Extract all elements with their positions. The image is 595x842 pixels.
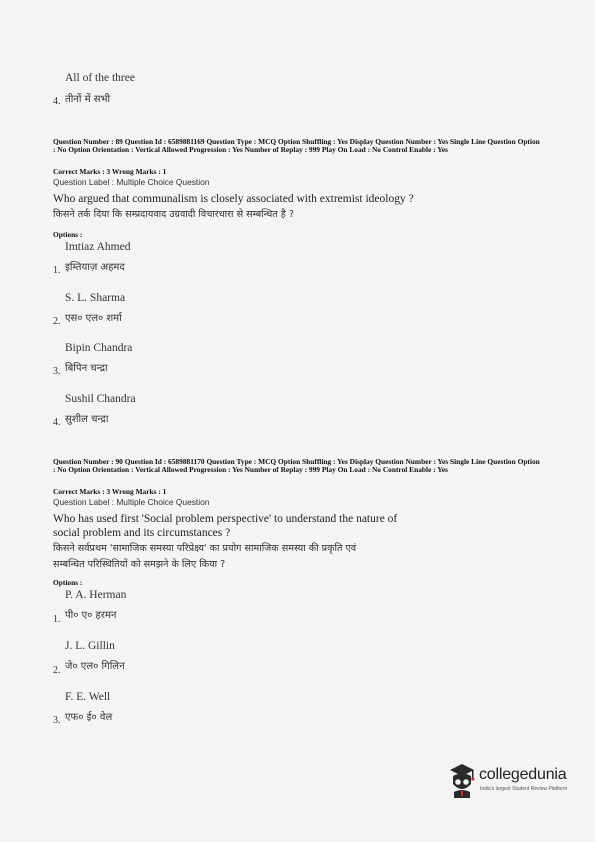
- q90-option-3-english: F. E. Well: [65, 691, 111, 703]
- q90-marks: Correct Marks : 3 Wrong Marks : 1: [53, 487, 167, 496]
- q89-option-1-english: Imtiaz Ahmed: [65, 241, 131, 253]
- q89-options-label: Options :: [53, 230, 83, 239]
- q89-option-2-number: 2.: [53, 316, 61, 327]
- q89-meta: Question Number : 89 Question Id : 6589881169 Question Type : MCQ Option Shuffling : Yes Display Question Number : Yes Single Line Question Option : No Option Orientation : Vertical Allowed Progression : Yes Number of Replay : 999 Play On Load : No Control Enable : Yes: [53, 137, 540, 155]
- q89-label: Question Label : Multiple Choice Question: [53, 177, 210, 187]
- q89-option-3-english: Bipin Chandra: [65, 342, 133, 354]
- q89-marks: Correct Marks : 3 Wrong Marks : 1: [53, 167, 167, 176]
- collegedunia-mascot-icon: [446, 762, 478, 800]
- q90-option-1-english: P. A. Herman: [65, 589, 127, 601]
- q89-option-3-number: 3.: [53, 366, 61, 377]
- q90-meta: Question Number : 90 Question Id : 6589881170 Question Type : MCQ Option Shuffling : Yes Display Question Number : Yes Single Line Question Option : No Option Orientation : Vertical Allowed Progression : Yes Number of Replay : 999 Play On Load : No Control Enable : Yes: [53, 457, 540, 475]
- q90-question-text-line-1: Who has used first 'Social problem perspective' to understand the nature of: [53, 513, 398, 525]
- q90-option-3-number: 3.: [53, 715, 61, 726]
- prev-option-4-english: All of the three: [65, 72, 135, 84]
- collegedunia-logo-tagline: India's largest Student Review Platform: [480, 786, 568, 792]
- collegedunia-logo: [446, 762, 586, 802]
- q90-option-1-hindi: पी० ए० हरमन: [65, 610, 117, 621]
- q90-option-2-english: J. L. Gillin: [65, 640, 115, 652]
- q89-option-2-hindi: एस० एल० शर्मा: [65, 313, 122, 324]
- q89-option-4-english: Sushil Chandra: [65, 393, 136, 405]
- q89-option-1-hindi: इम्तियाज़ अहमद: [65, 262, 125, 273]
- q89-question-hindi: किसने तर्क दिया कि सम्प्रदायवाद उग्रवादी विचारधारा से सम्बन्धित है ?: [53, 209, 294, 220]
- q89-option-3-hindi: बिपिन चन्द्रा: [65, 363, 108, 374]
- q90-question-text-line-2: social problem and its circumstances ?: [53, 527, 231, 539]
- q90-option-3-hindi: एफ० ई० वेल: [65, 712, 113, 723]
- prev-option-4-hindi: तीनों में सभी: [65, 94, 111, 105]
- prev-option-4-number: 4.: [53, 96, 61, 107]
- q90-option-1-number: 1.: [53, 614, 61, 625]
- q89-option-4-hindi: सुशील चन्द्रा: [65, 414, 109, 425]
- q90-question-hindi-line-1: किसने सर्वप्रथम 'सामाजिक समस्या परिप्रेक्ष्य' का प्रयोग सामाजिक समस्या की प्रकृति एवं: [53, 543, 357, 554]
- q90-option-2-hindi: जे० एल० गिलिन: [65, 661, 125, 672]
- q90-options-label: Options :: [53, 578, 83, 587]
- collegedunia-logo-name: collegedunia: [479, 766, 567, 783]
- q89-option-2-english: S. L. Sharma: [65, 292, 126, 304]
- q89-option-4-number: 4.: [53, 417, 61, 428]
- q90-label: Question Label : Multiple Choice Question: [53, 497, 210, 507]
- q89-question-text: Who argued that communalism is closely associated with extremist ideology ?: [53, 193, 414, 205]
- q90-question-hindi-line-2: सम्बन्धित परिस्थितियों को समझने के लिए किया ?: [53, 559, 226, 570]
- q89-option-1-number: 1.: [53, 265, 61, 276]
- q90-option-2-number: 2.: [53, 665, 61, 676]
